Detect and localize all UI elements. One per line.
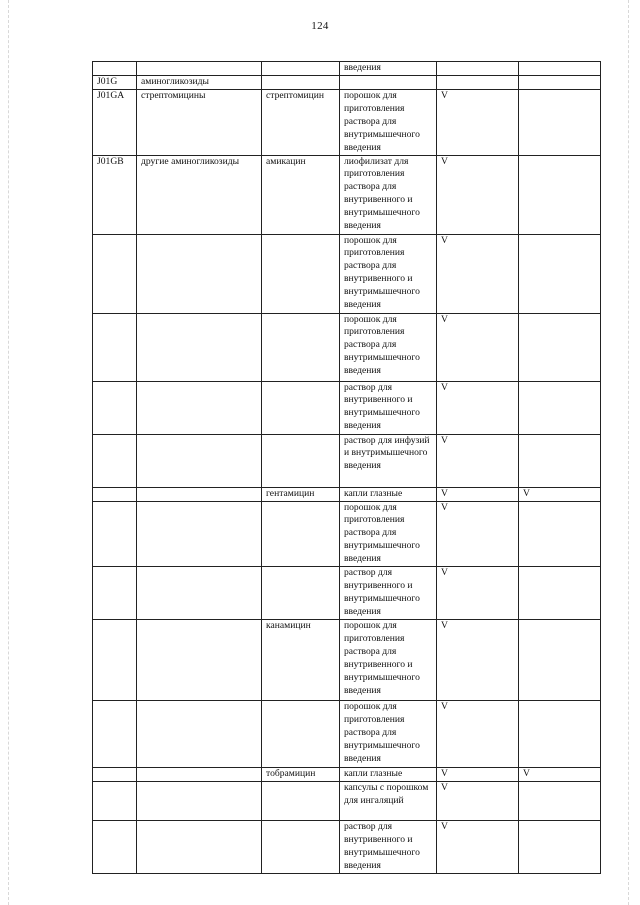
table-row [93,501,601,567]
mark-2-cell [519,90,601,156]
scan-left-edge [8,0,9,905]
dosage-form-cell: порошок для приготовления раствора для внутримышечного введения [340,501,437,567]
drug-group-cell [137,821,262,874]
mark-1-cell: V [437,90,519,156]
mark-2-cell [519,434,601,487]
mark-1-cell: V [437,701,519,768]
dosage-form-cell: лиофилизат для приготовления раствора для внутривенного и внутримышечного введения [340,155,437,234]
drug-name-cell: тобрамицин [262,768,340,782]
mark-1-cell: V [437,501,519,567]
atc-code-cell: J01GA [93,90,137,156]
table-row [93,434,601,487]
dosage-form-cell: капли глазные [340,768,437,782]
drug-name-cell [262,567,340,620]
atc-code-cell [93,567,137,620]
table-row [93,768,601,782]
atc-code-cell [93,768,137,782]
drug-group-cell [137,487,262,501]
mark-2-cell [519,234,601,313]
drug-group-cell [137,620,262,701]
table-row [93,701,601,768]
mark-2-cell [519,381,601,434]
atc-code-cell: J01G [93,76,137,90]
atc-code-cell [93,501,137,567]
mark-1-cell: V [437,434,519,487]
dosage-form-cell: капли глазные [340,487,437,501]
drug-name-cell [262,782,340,821]
dosage-form-cell: капсулы с порошком для ингаляций [340,782,437,821]
drug-name-cell [262,501,340,567]
atc-code-cell [93,434,137,487]
mark-2-cell [519,701,601,768]
mark-1-cell: V [437,487,519,501]
table-row [93,155,601,234]
table-row [93,487,601,501]
dosage-form-cell: порошок для приготовления раствора для внутримышечного введения [340,313,437,381]
dosage-form-cell: порошок для приготовления раствора для внутривенного и внутримышечного введения [340,234,437,313]
drug-group-cell [137,313,262,381]
dosage-form-cell: раствор для инфузий и внутримышечного введения [340,434,437,487]
mark-1-cell: V [437,620,519,701]
atc-code-cell [93,701,137,768]
drug-group-cell [137,567,262,620]
mark-1-cell: V [437,234,519,313]
drug-group-cell: стрептомицины [137,90,262,156]
mark-1-cell: V [437,768,519,782]
atc-code-cell [93,821,137,874]
table-row [93,381,601,434]
mark-2-cell [519,782,601,821]
dosage-form-cell: порошок для приготовления раствора для внутривенного и внутримышечного введения [340,620,437,701]
table-row [93,62,601,76]
mark-2-cell [519,155,601,234]
table-row [93,90,601,156]
mark-2-cell [519,567,601,620]
dosage-form-cell [340,76,437,90]
page-number: 124 [311,20,329,32]
dosage-form-cell: раствор для внутривенного и внутримышечного введения [340,567,437,620]
dosage-form-cell: порошок для приготовления раствора для внутримышечного введения [340,90,437,156]
dosage-form-cell: введения [340,62,437,76]
atc-code-cell [93,487,137,501]
table-row [93,567,601,620]
mark-2-cell [519,821,601,874]
scan-right-edge [628,0,629,905]
mark-1-cell: V [437,313,519,381]
mark-1-cell: V [437,782,519,821]
mark-1-cell: V [437,821,519,874]
drug-name-cell [262,821,340,874]
table-row [93,313,601,381]
drug-group-cell [137,701,262,768]
table-row [93,620,601,701]
drug-name-cell [262,434,340,487]
atc-code-cell [93,620,137,701]
atc-code-cell [93,234,137,313]
drug-group-cell: аминогликозиды [137,76,262,90]
drug-name-cell: стрептомицин [262,90,340,156]
drug-group-cell [137,381,262,434]
drug-name-cell: канамицин [262,620,340,701]
mark-2-cell [519,313,601,381]
mark-1-cell [437,62,519,76]
atc-code-cell [93,782,137,821]
table-body [93,62,601,874]
mark-1-cell: V [437,567,519,620]
dosage-form-cell: раствор для внутривенного и внутримышечного введения [340,821,437,874]
drug-group-cell [137,234,262,313]
mark-1-cell [437,76,519,90]
drug-name-cell [262,381,340,434]
table-row [93,782,601,821]
atc-code-cell [93,381,137,434]
mark-2-cell [519,76,601,90]
drug-group-cell: другие аминогликозиды [137,155,262,234]
drug-name-cell [262,76,340,90]
atc-code-cell [93,313,137,381]
drug-group-cell [137,768,262,782]
drug-name-cell [262,234,340,313]
dosage-form-cell: порошок для приготовления раствора для внутримышечного введения [340,701,437,768]
drug-group-cell [137,501,262,567]
medication-table [92,61,601,874]
table-row [93,76,601,90]
table-row [93,821,601,874]
mark-2-cell: V [519,487,601,501]
mark-2-cell: V [519,768,601,782]
drug-name-cell: гентамицин [262,487,340,501]
mark-2-cell [519,501,601,567]
atc-code-cell: J01GB [93,155,137,234]
drug-group-cell [137,782,262,821]
drug-name-cell [262,701,340,768]
table-row [93,234,601,313]
mark-2-cell [519,620,601,701]
dosage-form-cell: раствор для внутривенного и внутримышечного введения [340,381,437,434]
mark-2-cell [519,62,601,76]
drug-name-cell [262,313,340,381]
drug-name-cell: амикацин [262,155,340,234]
atc-code-cell [93,62,137,76]
drug-group-cell [137,62,262,76]
mark-1-cell: V [437,155,519,234]
drug-name-cell [262,62,340,76]
drug-group-cell [137,434,262,487]
mark-1-cell: V [437,381,519,434]
